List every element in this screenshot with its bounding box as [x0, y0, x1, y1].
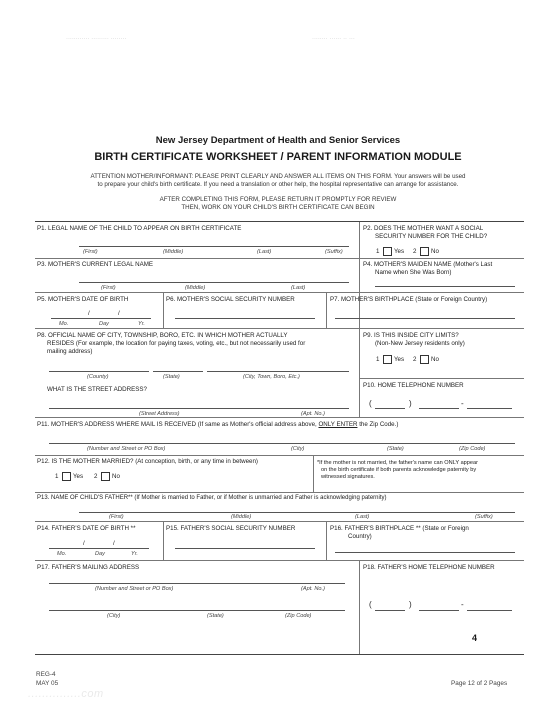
watermark: ...............com	[28, 688, 104, 700]
p9-no-label: No	[431, 356, 439, 363]
p8-street-question: WHAT IS THE STREET ADDRESS?	[47, 386, 147, 393]
mother-dob-field[interactable]	[51, 318, 151, 319]
p11-street-caption: (Number and Street or PO Box)	[87, 446, 166, 452]
divider	[359, 328, 360, 417]
p17-city-caption: (City)	[107, 613, 121, 619]
p16-label-line-1: P16. FATHER'S BIRTHPLACE ** (State or Foreign	[330, 525, 469, 532]
divider	[35, 417, 524, 418]
father-birthplace-field[interactable]	[335, 552, 515, 553]
p11-state-caption: (State)	[387, 446, 404, 452]
p9-option-1-number: 1	[376, 356, 380, 363]
divider	[359, 222, 360, 328]
p15-label: P15. FATHER'S SOCIAL SECURITY NUMBER	[166, 525, 296, 532]
p12-note-line-3: witnessed signatures.	[321, 474, 375, 480]
home-phone-prefix-field[interactable]	[419, 408, 459, 409]
p10-dash: -	[461, 399, 464, 408]
p11-label-end: the Zip Code.)	[359, 421, 399, 428]
p7-label: P7. MOTHER'S BIRTHPLACE (State or Foreign Country)	[330, 296, 488, 303]
p8-apt-caption: (Apt. No.)	[301, 411, 325, 417]
divider	[163, 521, 164, 560]
p12-note-line-1: *If the mother is not married, the father's name can ONLY appear	[317, 460, 478, 466]
p14-slash-2: /	[113, 540, 115, 547]
p8-label-line-3: mailing address)	[47, 348, 93, 355]
father-mailing-street-field[interactable]	[49, 583, 345, 584]
p2-label-line-1: P2. DOES THE MOTHER WANT A SOCIAL	[363, 225, 484, 232]
p14-label: P14. FATHER'S DATE OF BIRTH **	[37, 525, 136, 532]
p8-county-caption: (County)	[87, 374, 109, 380]
p13-label: P13. NAME OF CHILD'S FATHER** (If Mother is married to Father, or if Mother is unmarried and Father is acknowledging paternity)	[37, 495, 387, 501]
after-line-1: AFTER COMPLETING THIS FORM, PLEASE RETURN IT PROMPTLY FOR REVIEW	[159, 196, 397, 203]
divider	[313, 455, 314, 492]
p8-label-line-2: RESIDES (For example, the location for paying taxes, voting, etc., but not necessarily used for	[47, 340, 306, 347]
p12-yes-label: Yes	[73, 473, 84, 480]
divider	[326, 521, 327, 560]
p10-label: P10. HOME TELEPHONE NUMBER	[363, 382, 464, 389]
father-phone-area-code-field[interactable]	[375, 610, 405, 611]
p14-slash-1: /	[83, 540, 85, 547]
divider	[163, 292, 164, 328]
form-number: REG-4	[36, 671, 56, 678]
p6-label: P6. MOTHER'S SOCIAL SECURITY NUMBER	[166, 296, 295, 303]
p1-middle-caption: (Middle)	[163, 249, 184, 255]
p3-first-caption: (First)	[101, 285, 116, 291]
p1-last-caption: (Last)	[257, 249, 272, 255]
maiden-name-field[interactable]	[375, 286, 515, 287]
divider	[326, 292, 327, 328]
p16-label-line-2: Country)	[348, 533, 372, 540]
department-name: New Jersey Department of Health and Senior Services	[155, 135, 401, 146]
attention-line-1: ATTENTION MOTHER/INFORMANT: PLEASE PRINT CLEARLY AND ANSWER ALL ITEMS ON THIS FORM. Your answers will be used	[90, 173, 466, 180]
parent-information-form	[35, 221, 524, 655]
p5-slash-2: /	[118, 310, 120, 317]
faint-header-left: ............ ......... ........	[66, 34, 127, 41]
p17-state-caption: (State)	[207, 613, 224, 619]
p18-dash: -	[461, 600, 464, 609]
p18-label: P18. FATHER'S HOME TELEPHONE NUMBER	[363, 564, 495, 571]
p1-suffix-caption: (Suffix)	[325, 249, 343, 255]
p11-zip-caption: (Zip Code)	[459, 446, 486, 452]
p3-last-caption: (Last)	[291, 285, 306, 291]
p10-close-paren: )	[409, 399, 412, 408]
p5-month-caption: Mo.	[59, 321, 69, 327]
mother-name-field[interactable]	[79, 282, 349, 283]
p12-yes-checkbox[interactable]	[62, 472, 71, 481]
p18-open-paren: (	[369, 600, 372, 609]
divider	[35, 328, 524, 329]
p13-last-caption: (Last)	[355, 514, 370, 520]
p5-year-caption: Yr.	[138, 321, 145, 327]
p11-label	[37, 421, 398, 429]
p2-no-checkbox[interactable]	[420, 247, 429, 256]
p13-first-caption: (First)	[109, 514, 124, 520]
p5-label: P5. MOTHER'S DATE OF BIRTH	[37, 296, 129, 303]
p11-city-caption: (City)	[291, 446, 305, 452]
p14-day-caption: Day	[95, 551, 105, 557]
residence-state-field[interactable]	[153, 371, 203, 372]
residence-county-field[interactable]	[49, 371, 149, 372]
p9-option-2-number: 2	[413, 356, 417, 363]
divider	[35, 258, 524, 259]
divider	[35, 292, 524, 293]
p2-option-2-number: 2	[413, 248, 417, 255]
after-line-2: THEN, WORK ON YOUR CHILD'S BIRTH CERTIFICATE CAN BEGIN	[181, 204, 375, 211]
p11-label-start: P11. MOTHER'S ADDRESS WHERE MAIL IS RECEIVED (If same as Mother's official address above,	[37, 421, 317, 428]
father-mailing-city-field[interactable]	[49, 610, 345, 611]
residence-city-field[interactable]	[207, 371, 349, 372]
father-ssn-field[interactable]	[175, 548, 315, 549]
p17-apt-caption: (Apt. No.)	[301, 586, 325, 592]
mother-ssn-field[interactable]	[175, 318, 315, 319]
divider	[35, 521, 524, 522]
divider	[35, 492, 524, 493]
p13-suffix-caption: (Suffix)	[475, 514, 493, 520]
form-date: MAY 05	[36, 680, 59, 687]
p8-label-line-1: P8. OFFICIAL NAME OF CITY, TOWNSHIP, BORO, ETC. IN WHICH MOTHER ACTUALLY	[37, 332, 288, 339]
home-phone-area-code-field[interactable]	[375, 408, 405, 409]
p9-label-line-2: (Non-New Jersey residents only)	[375, 340, 465, 347]
p17-zip-caption: (Zip Code)	[285, 613, 312, 619]
p9-no-checkbox[interactable]	[420, 355, 429, 364]
p2-yes-label: Yes	[394, 248, 405, 255]
p9-yes-checkbox[interactable]	[383, 355, 392, 364]
child-name-field[interactable]	[79, 246, 349, 247]
attention-line-2: to prepare your child's birth certificate. If you need a translation or other help, the hospital representative can arrange for assistance.	[97, 181, 459, 188]
father-name-field[interactable]	[79, 512, 515, 513]
faint-header-right: ........ ...... .. ...	[312, 34, 355, 41]
p3-middle-caption: (Middle)	[185, 285, 206, 291]
father-phone-prefix-field[interactable]	[419, 610, 459, 611]
p8-street-caption: (Street Address)	[139, 411, 180, 417]
p17-label: P17. FATHER'S MAILING ADDRESS	[37, 564, 140, 571]
home-phone-line-field[interactable]	[467, 408, 512, 409]
p1-label: P1. LEGAL NAME OF THE CHILD TO APPEAR ON BIRTH CERTIFICATE	[37, 225, 242, 232]
divider	[359, 378, 524, 379]
p2-no-label: No	[431, 248, 439, 255]
divider	[359, 560, 360, 654]
p12-no-checkbox[interactable]	[101, 472, 110, 481]
p12-option-2-number: 2	[94, 473, 98, 480]
p1-first-caption: (First)	[83, 249, 98, 255]
p12-label: P12. IS THE MOTHER MARRIED? (At conception, birth, or any time in between)	[37, 458, 258, 465]
p5-day-caption: Day	[99, 321, 109, 327]
p2-label-line-2: SECURITY NUMBER FOR THE CHILD?	[375, 233, 488, 240]
divider	[35, 560, 524, 561]
p13-middle-caption: (Middle)	[231, 514, 252, 520]
residence-street-field[interactable]	[49, 408, 349, 409]
mailing-address-field[interactable]	[49, 443, 515, 444]
p4-label-line-2: Name when She Was Born)	[375, 269, 452, 276]
p2-option-1-number: 1	[376, 248, 380, 255]
mother-birthplace-field[interactable]	[335, 318, 515, 319]
p5-slash-1: /	[88, 310, 90, 317]
p4-label-line-1: P4. MOTHER'S MAIDEN NAME (Mother's Last	[363, 261, 493, 268]
p12-note-line-2: on the birth certificate if both parents acknowledge paternity by	[321, 467, 477, 473]
father-phone-line-field[interactable]	[467, 610, 512, 611]
p9-yes-label: Yes	[394, 356, 405, 363]
p8-city-caption: (City, Town, Boro, Etc.)	[243, 374, 300, 380]
p17-street-caption: (Number and Street or PO Box)	[95, 586, 174, 592]
p18-close-paren: )	[409, 600, 412, 609]
p10-open-paren: (	[369, 399, 372, 408]
p14-month-caption: Mo.	[57, 551, 67, 557]
p9-label-line-1: P9. IS THIS INSIDE CITY LIMITS?	[363, 332, 459, 339]
father-dob-field[interactable]	[49, 548, 149, 549]
p3-label: P3. MOTHER'S CURRENT LEGAL NAME	[37, 261, 154, 268]
p14-year-caption: Yr.	[131, 551, 138, 557]
page-count: Page 12 of 2 Pages	[451, 680, 508, 687]
form-title: BIRTH CERTIFICATE WORKSHEET / PARENT INFORMATION MODULE	[94, 151, 462, 163]
p12-option-1-number: 1	[55, 473, 59, 480]
page-mark: 4	[472, 633, 478, 643]
p2-yes-checkbox[interactable]	[383, 247, 392, 256]
p8-state-caption: (State)	[163, 374, 180, 380]
divider	[35, 455, 524, 456]
p11-only-enter: ONLY ENTER	[318, 421, 358, 428]
p12-no-label: No	[112, 473, 120, 480]
